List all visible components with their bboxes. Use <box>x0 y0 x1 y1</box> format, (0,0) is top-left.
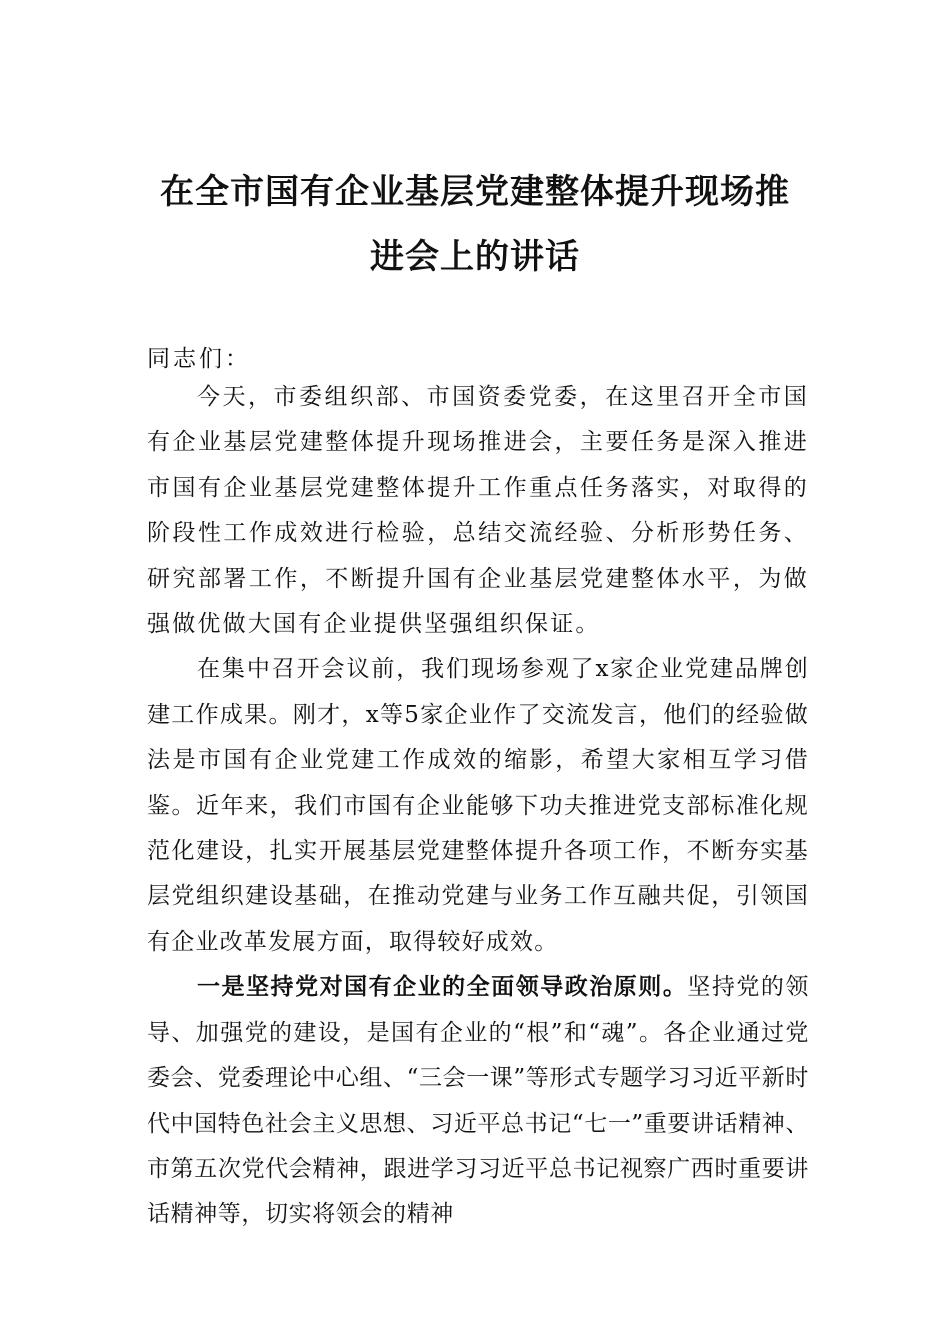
document-title-line-1: 在全市国有企业基层党建整体提升现场推 <box>160 172 790 212</box>
paragraph-3 <box>147 965 809 1237</box>
document-title-line-2: 进会上的讲话 <box>370 237 580 277</box>
paragraph-3-body: 坚持党的领导、加强党的建设，是国有企业的“根”和“魂”。各企业通过党委会、党委理论中心组、“三会一课”等形式专题学习习近平新时代中国特色社会主义思想、习近平总书记“七一”重要讲话精神、市第五次党代会精神，跟进学习习近平总书记视察广西时重要讲话精神等，切实将领会的精神 <box>147 974 810 1228</box>
paragraph-2: 在集中召开会议前，我们现场参观了x家企业党建品牌创建工作成果。刚才，x等5家企业作了交流发言，他们的经验做法是市国有企业党建工作成效的缩影，希望大家相互学习借鉴。近年来，我们市国有企业能够下功夫推进党支部标准化规范化建设，扎实开展基层党建整体提升各项工作，不断夯实基层党组织建设基础，在推动党建与业务工作互融共促，引领国有企业改革发展方面，取得较好成效。 <box>147 656 809 955</box>
paragraph-1: 今天，市委组织部、市国资委党委，在这里召开全市国有企业基层党建整体提升现场推进会，主要任务是深入推进市国有企业基层党建整体提升工作重点任务落实，对取得的阶段性工作成效进行检验，总结交流经验、分析形势任务、研究部署工作，不断提升国有企业基层党建整体水平，为做强做优做大国有企业提供坚强组织保证。 <box>147 384 809 638</box>
paragraph-3-lead: 一是坚持党对国有企业的全面领导政治原则。 <box>197 974 688 1001</box>
document-body <box>147 375 809 1238</box>
salutation: 同志们： <box>147 346 251 372</box>
